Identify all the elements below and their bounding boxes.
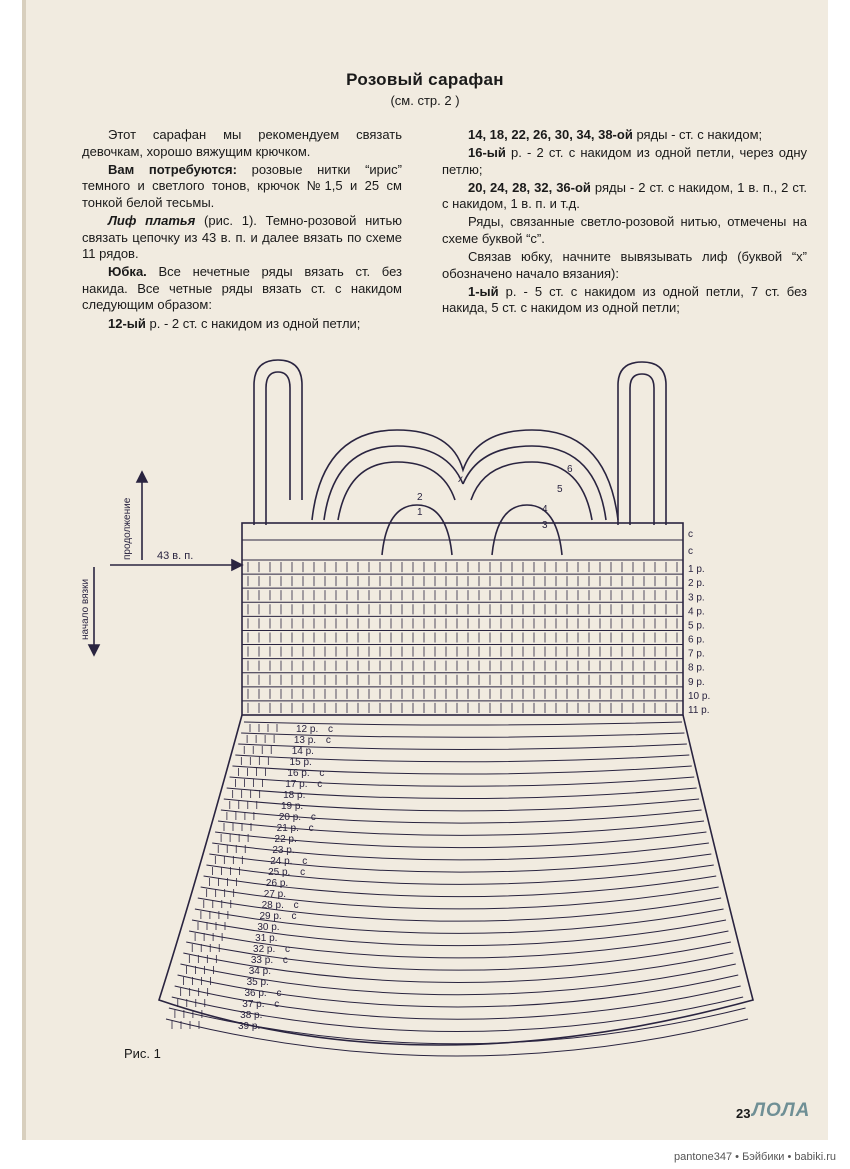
watermark-bar bbox=[0, 1148, 850, 1169]
bodice-label: Лиф платья bbox=[108, 212, 196, 228]
skirt-c-label: с bbox=[308, 823, 314, 834]
magazine-page bbox=[22, 0, 828, 1140]
skirt-row-label: 24 р. bbox=[270, 856, 293, 867]
cup-row-number: 3 bbox=[542, 520, 548, 531]
skirt-c-label: с bbox=[328, 724, 333, 735]
skirt-row-label: 13 р. bbox=[293, 735, 317, 746]
right-strap-outer bbox=[618, 362, 666, 525]
crochet-diagram bbox=[22, 0, 828, 1140]
bodice-row-label: 7 р. bbox=[688, 648, 705, 660]
skirt-row-label: 18 р. bbox=[283, 790, 306, 801]
bodice-c-label: с bbox=[688, 529, 693, 540]
bodice-row-label: 4 р. bbox=[688, 606, 705, 618]
skirt-c-label: с bbox=[282, 955, 288, 966]
skirt-row-label: 21 р. bbox=[276, 823, 299, 834]
materials-label: Вам потребуются: bbox=[108, 161, 237, 177]
bodice-row1-text: р. - 5 ст. с накидом из одной петли, 7 ст. без накида, 5 ст. с накидом из одной петли; bbox=[442, 283, 807, 316]
bodice-text: (рис. 1). Темно-розовой нитью связать цепочку из 43 в. п. и далее вязать по схеме 11 рядов. bbox=[82, 212, 402, 262]
skirt-row-label: 20 р. bbox=[278, 812, 302, 823]
chain-label: 43 в. п. bbox=[157, 550, 194, 562]
article-title: Розовый сарафан bbox=[346, 70, 504, 89]
watermark-text: pantone347 • Бэйбики • babiki.ru bbox=[674, 1151, 836, 1163]
start-marker: х bbox=[458, 474, 463, 485]
right-cup-arc-3 bbox=[471, 462, 592, 520]
left-cup-arc-2 bbox=[324, 446, 463, 520]
bodice-start-paragraph: Связав юбку, начните вывязывать лиф (буквой “х” обозначено начало вязания): bbox=[442, 249, 807, 281]
left-strap-outer bbox=[254, 360, 302, 525]
cup-row-number: 6 bbox=[567, 464, 573, 475]
continuation-label: продолжение bbox=[122, 497, 133, 560]
skirt-row-label: 19 р. bbox=[280, 801, 304, 812]
skirt-c-label: с bbox=[317, 779, 323, 790]
skirt-row-label: 16 р. bbox=[287, 768, 310, 779]
skirt-row-label: 17 р. bbox=[285, 779, 308, 790]
skirt-row-label: 30 р. bbox=[257, 922, 280, 933]
skirt-row-label: 27 р. bbox=[263, 889, 287, 900]
skirt-c-label: с bbox=[274, 999, 280, 1010]
skirt-c-label: с bbox=[325, 735, 331, 746]
bodice-row-label: 2 р. bbox=[688, 578, 705, 590]
rows14-label: 14, 18, 22, 26, 30, 34, 38-ой bbox=[468, 127, 633, 142]
row12-text: р. - 2 ст. с накидом из одной петли; bbox=[145, 315, 361, 331]
row16-label: 16-ый bbox=[468, 145, 506, 161]
skirt-row-label: 23 р. bbox=[272, 845, 295, 856]
skirt-c-label: с bbox=[291, 911, 297, 922]
skirt-c-label: с bbox=[276, 988, 282, 999]
bodice-row-label: 3 р. bbox=[688, 592, 705, 604]
skirt-row-label: 34 р. bbox=[248, 966, 271, 977]
skirt-row-label: 38 р. bbox=[240, 1010, 263, 1021]
cup-row-number: 5 bbox=[557, 484, 563, 495]
bodice-row-label: 6 р. bbox=[688, 634, 705, 646]
cup-row-number: 4 bbox=[542, 504, 548, 515]
skirt-row-label: 32 р. bbox=[253, 944, 276, 955]
figure-label: Рис. 1 bbox=[124, 1046, 161, 1061]
skirt-row-label: 37 р. bbox=[242, 999, 265, 1010]
skirt-row-label: 26 р. bbox=[265, 878, 289, 889]
skirt-c-label: с bbox=[300, 867, 306, 878]
rows14-text: ряды - ст. с накидом; bbox=[632, 127, 763, 142]
bodice-row-label: 5 р. bbox=[688, 620, 705, 632]
skirt-c-label: с bbox=[310, 812, 316, 823]
continuation-arrow-head bbox=[137, 472, 147, 482]
start-label: начало вязки bbox=[80, 578, 91, 640]
light-rows-paragraph: Ряды, связанные светло-розовой нитью, отмечены на схеме буквой “с”. bbox=[442, 214, 807, 247]
skirt-text: Все нечетные ряды вязать ст. без накида. Все четные ряды вязать ст. с накидом следующим образом: bbox=[82, 264, 402, 313]
skirt-row-label: 25 р. bbox=[268, 867, 291, 878]
left-cup-arc-3 bbox=[338, 462, 455, 520]
bodice-row-label: 10 р. bbox=[688, 690, 711, 702]
right-cup-center bbox=[492, 505, 562, 555]
row12-label: 12-ый bbox=[108, 315, 146, 331]
bodice-row-label: 9 р. bbox=[688, 676, 705, 688]
left-strap-inner bbox=[266, 372, 290, 525]
brand-logo: ЛОЛА bbox=[752, 1100, 811, 1121]
right-strap-inner bbox=[630, 374, 654, 525]
rows20-text: ряды - 2 ст. с накидом, 1 в. п., 2 ст. с накидом, 1 в. п. и т.д. bbox=[442, 179, 807, 212]
skirt-row-label: 29 р. bbox=[259, 911, 282, 922]
bodice-c-label: с bbox=[688, 546, 693, 557]
start-arrow-head bbox=[89, 645, 99, 655]
skirt-row-label: 15 р. bbox=[289, 757, 312, 768]
bodice-outline bbox=[242, 523, 683, 715]
skirt-row-label: 33 р. bbox=[250, 955, 274, 966]
article-subtitle: (см. стр. 2 ) bbox=[390, 93, 460, 108]
right-cup-arc-2 bbox=[463, 446, 606, 520]
skirt-c-label: с bbox=[319, 768, 325, 779]
cup-row-number: 2 bbox=[417, 492, 423, 503]
skirt-row-label: 12 р. bbox=[296, 724, 319, 735]
skirt-row-label: 39 р. bbox=[238, 1021, 261, 1032]
bodice-row-label: 8 р. bbox=[688, 662, 705, 674]
skirt-c-label: с bbox=[285, 944, 291, 955]
bodice-row-label: 11 р. bbox=[688, 705, 710, 716]
skirt-c-label: с bbox=[302, 856, 308, 867]
row16-text: р. - 2 ст. с накидом из одной петли, через одну петлю; bbox=[442, 145, 807, 177]
rows20-label: 20, 24, 28, 32, 36-ой bbox=[468, 179, 591, 195]
materials-text: розовые нитки “ирис” темного и светлого тонов, крючок №1,5 и 25 см тонкой белой тесьмы. bbox=[82, 161, 402, 210]
chain-arrow-head bbox=[232, 560, 242, 570]
intro-paragraph: Этот сарафан мы рекомендуем связать девочкам, хорошо вяжущим крючком. bbox=[82, 127, 402, 159]
cups-outer-arc bbox=[312, 430, 618, 520]
page-number: 23 bbox=[736, 1106, 751, 1121]
skirt-row-label: 36 р. bbox=[244, 988, 267, 999]
skirt-row-label: 22 р. bbox=[274, 834, 297, 845]
cup-row-number: 1 bbox=[417, 507, 423, 518]
skirt-label: Юбка. bbox=[108, 264, 147, 280]
bodice-row1-label: 1-ый bbox=[468, 283, 499, 299]
skirt-row-label: 35 р. bbox=[246, 977, 269, 988]
skirt-row-label: 14 р. bbox=[291, 746, 314, 757]
skirt-c-label: с bbox=[293, 900, 299, 911]
skirt-row-label: 28 р. bbox=[261, 900, 284, 911]
bodice-row-label: 1 р. bbox=[688, 564, 705, 576]
skirt-row-label: 31 р. bbox=[255, 933, 278, 944]
